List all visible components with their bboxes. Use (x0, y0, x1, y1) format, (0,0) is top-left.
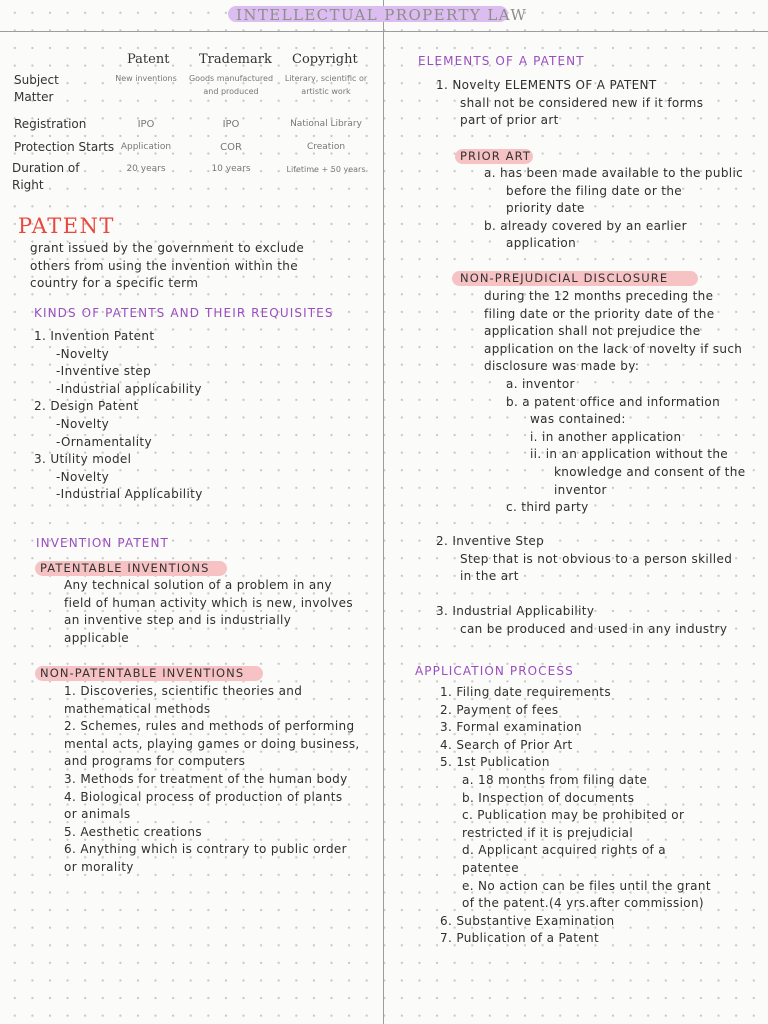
kinds-heading: KINDS OF PATENTS AND THEIR REQUISITES (34, 306, 334, 320)
nonprejudicial-text (484, 288, 745, 517)
list-item: or animals (64, 807, 131, 822)
list-item: patentee (462, 860, 519, 875)
list-item: a. has been made available to the public (484, 166, 744, 180)
list-item: 1. Filing date requirements (440, 685, 611, 699)
text-line: application on the lack of novelty if such (484, 341, 743, 356)
list-item: inventor (554, 482, 607, 497)
row-label-duration: Duration of Right (12, 161, 80, 192)
text-line: 2. Inventive Step (436, 534, 545, 548)
table-header-copyright: Copyright (292, 52, 358, 67)
prior-art-heading: PRIOR ART (460, 149, 531, 163)
definition-line: grant issued by the government to exclude (30, 241, 305, 255)
list-item: 6. Substantive Examination (440, 913, 615, 928)
center-divider (383, 0, 384, 1024)
list-item: a. 18 months from filing date (462, 772, 648, 787)
invention-patent-heading: INVENTION PATENT (36, 536, 169, 550)
cell-patent-registration: IPO (137, 119, 155, 130)
list-item: -Industrial applicability (56, 381, 202, 396)
patent-definition (30, 240, 304, 293)
cell-copyright-duration: Lifetime + 50 years (286, 165, 366, 174)
list-item: i. in another application (530, 429, 682, 444)
table-header-patent: Patent (127, 52, 170, 67)
list-item: mathematical methods (64, 701, 211, 716)
list-item: 3. Utility model (34, 452, 132, 467)
list-item: ii. in an application without the (530, 447, 729, 462)
definition-line: others from using the invention within the (30, 258, 298, 273)
list-item: 4. Biological process of production of plants (64, 789, 343, 804)
list-item: e. No action can be files until the grant (462, 878, 711, 893)
application-list (440, 684, 711, 948)
list-item: 4. Search of Prior Art (440, 737, 573, 752)
patentable-heading: PATENTABLE INVENTIONS (40, 561, 210, 575)
patentable-text (64, 577, 353, 647)
list-item: 6. Anything which is contrary to public order (64, 842, 347, 857)
list-item: 7. Publication of a Patent (440, 931, 600, 946)
inventive-step-block (436, 533, 732, 586)
page-title: INTELLECTUAL PROPERTY LAW (236, 6, 528, 24)
application-heading: APPLICATION PROCESS (415, 664, 574, 678)
list-item: restricted if it is prejudicial (462, 825, 634, 840)
cell-trademark-protection: COR (220, 142, 242, 153)
list-item: knowledge and consent of the (554, 464, 746, 479)
list-item: -Industrial Applicability (56, 487, 203, 502)
definition-line: country for a specific term (30, 276, 199, 291)
list-item: application (506, 236, 577, 251)
list-item: -Novelty (56, 346, 110, 361)
row-label-protection-starts: Protection Starts (14, 140, 115, 154)
list-item: or morality (64, 859, 134, 874)
text-line: disclosure was made by: (484, 359, 640, 374)
list-item: priority date (506, 201, 585, 216)
cell-trademark-subject: Goods manufactured and produced (188, 74, 274, 96)
patent-heading: PATENT (18, 214, 115, 238)
text-line: applicable (64, 630, 130, 645)
cell-copyright-subject: Literary, scientific or artistic work (284, 74, 368, 96)
nonprejudicial-heading: NON-PREJUDICIAL DISCLOSURE (460, 271, 669, 285)
top-divider (0, 31, 768, 32)
text-line: can be produced and used in any industry (460, 621, 728, 636)
text-line: field of human activity which is new, involves (64, 595, 353, 610)
list-item: was contained: (530, 412, 626, 427)
list-item: -Ornamentality (56, 434, 152, 449)
list-item: 5. 1st Publication (440, 755, 550, 770)
cell-patent-subject: New inventions (115, 74, 177, 83)
cell-copyright-protection: Creation (306, 142, 346, 152)
text-line: Any technical solution of a problem in any (64, 578, 332, 592)
row-label-registration: Registration (14, 117, 87, 131)
list-item: a. inventor (506, 376, 575, 391)
cell-trademark-registration: IPO (222, 119, 240, 130)
list-item: of the patent.(4 yrs.after commission) (462, 896, 704, 911)
text-line: shall not be considered new if it forms (460, 95, 704, 110)
text-line: during the 12 months preceding the (484, 289, 714, 303)
list-item: 5. Aesthetic creations (64, 824, 202, 839)
list-item: 1. Discoveries, scientific theories and (64, 684, 303, 698)
cell-patent-duration: 20 years (126, 164, 166, 174)
text-line: part of prior art (460, 113, 559, 128)
cell-patent-protection: Application (120, 142, 172, 152)
text-line: application shall not prejudice the (484, 324, 701, 339)
list-item: c. third party (506, 500, 589, 515)
list-item: b. already covered by an earlier (484, 218, 687, 233)
text-line: Step that is not obvious to a person skilled (460, 551, 733, 566)
industrial-block (436, 603, 727, 638)
list-item: 1. Invention Patent (34, 329, 155, 343)
nonpatentable-list (64, 683, 360, 877)
novelty-block (436, 77, 703, 130)
list-item: 3. Methods for treatment of the human body (64, 771, 348, 786)
text-line: 3. Industrial Applicability (436, 604, 595, 618)
list-item: 2. Design Patent (34, 399, 139, 414)
list-item: -Inventive step (56, 364, 152, 379)
table-header-trademark: Trademark (199, 52, 272, 67)
list-item: and programs for computers (64, 754, 246, 769)
text-line: an inventive step and is industrially (64, 613, 292, 628)
text-line: in the art (460, 569, 519, 584)
list-item: c. Publication may be prohibited or (462, 808, 685, 823)
cell-trademark-duration: 10 years (211, 164, 251, 174)
row-label-subject-matter: Subject Matter (14, 73, 59, 104)
list-item: -Novelty (56, 469, 110, 484)
text-line: 1. Novelty ELEMENTS OF A PATENT (436, 78, 657, 92)
list-item: mental acts, playing games or doing business, (64, 736, 360, 751)
list-item: -Novelty (56, 416, 110, 431)
list-item: 2. Payment of fees (440, 702, 559, 717)
list-item: 3. Formal examination (440, 720, 582, 735)
prior-art-list (484, 165, 743, 253)
text-line: filing date or the priority date of the (484, 306, 715, 321)
nonpatentable-heading: NON-PATENTABLE INVENTIONS (40, 666, 245, 680)
cell-copyright-registration: National Library (290, 119, 362, 129)
kinds-list (34, 328, 203, 504)
list-item: d. Applicant acquired rights of a (462, 843, 666, 858)
list-item: b. Inspection of documents (462, 790, 635, 805)
list-item: before the filing date or the (506, 183, 683, 198)
list-item: 2. Schemes, rules and methods of performing (64, 719, 355, 734)
elements-heading: ELEMENTS OF A PATENT (418, 54, 585, 68)
list-item: b. a patent office and information (506, 394, 721, 409)
